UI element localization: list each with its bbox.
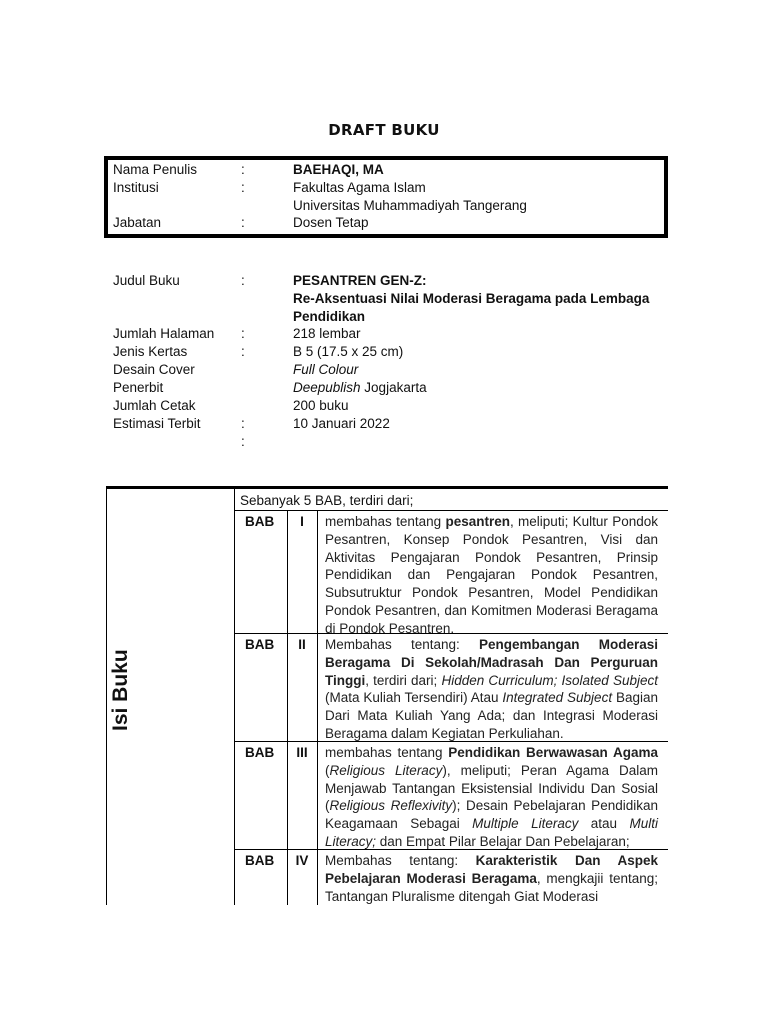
colon: : xyxy=(241,162,245,177)
colon: : xyxy=(241,344,245,359)
italic-text: Multi Literacy; xyxy=(325,816,658,849)
book-title-line-2: Re-Aksentuasi Nilai Moderasi Beragama pada Lembaga xyxy=(293,291,650,306)
italic-text: Hidden Curriculum; Isolated Subject xyxy=(441,672,658,688)
publisher-name: Deepublish xyxy=(293,380,361,395)
document-title: DRAFT BUKU xyxy=(328,121,440,139)
column-divider xyxy=(287,742,288,850)
release-estimate-value: 10 Januari 2022 xyxy=(293,416,390,431)
bold-text: pesantren xyxy=(445,514,510,529)
colon: : xyxy=(241,180,245,195)
bold-text: Pendidikan Berwawasan Agama xyxy=(448,745,658,760)
book-contents-table xyxy=(106,486,668,905)
text: membahas tentang xyxy=(325,745,449,760)
contents-side-label: Isi Buku xyxy=(109,649,132,731)
page-count-label: Jumlah Halaman xyxy=(113,326,215,341)
institution-label: Institusi xyxy=(113,180,159,195)
column-divider xyxy=(317,742,318,850)
bold-text: Pengembangan Moderasi Beragama Di Sekolah/Madrasah Dan Perguruan Tinggi xyxy=(325,637,658,688)
institution-value-1: Fakultas Agama Islam xyxy=(293,180,426,195)
chapter-row-4 xyxy=(235,849,668,905)
chapter-description xyxy=(325,513,658,638)
text: , meliputi; Kultur Pondok Pesantren, Konsep Pondok Pesantren, Visi dan Aktivitas Pengajaran Pondok Pesantren, Prinsip Pendidikan dan Pengajaran Pondok Pesantren, Subsutruktur Pondok Pesantren, Model Pendidikan Pondok Pesantren, dan Komitmen Moderasi Beragama di Pondok Pesantren. xyxy=(325,514,658,636)
colon: : xyxy=(241,326,245,341)
text: Bagian Dari Mata Kuliah Yang Ada; dan Integrasi Moderasi Beragama dalam Kegiatan Perkuliahan. xyxy=(325,690,658,741)
print-count-label: Jumlah Cetak xyxy=(113,398,196,413)
chapter-number: II xyxy=(298,637,306,652)
cover-value: Full Colour xyxy=(293,362,359,377)
position-value: Dosen Tetap xyxy=(293,215,369,230)
chapter-row-3 xyxy=(235,741,668,850)
column-divider xyxy=(287,511,288,634)
page-count-value: 218 lembar xyxy=(293,326,361,341)
bold-text: Karakteristik Dan Aspek Pebelajaran Moderasi Beragama xyxy=(325,853,658,886)
colon: : xyxy=(241,434,245,449)
text: ); Desain Pebelajaran Pendidikan Keagamaan Sebagai xyxy=(325,798,658,832)
colon: : xyxy=(241,273,245,288)
chapter-word: BAB xyxy=(245,745,275,760)
chapter-row-1 xyxy=(235,510,668,634)
print-count-value: 200 buku xyxy=(293,398,349,413)
text: membahas tentang xyxy=(325,514,446,529)
column-divider xyxy=(317,511,318,634)
institution-value-2: Universitas Muhammadiyah Tangerang xyxy=(293,198,527,213)
author-name-label: Nama Penulis xyxy=(113,162,198,177)
text: dan Empat Pilar Belajar Dan Pebelajaran; xyxy=(376,833,630,849)
colon: : xyxy=(241,416,245,431)
italic-text: Multiple Literacy xyxy=(472,816,579,832)
contents-intro: Sebanyak 5 BAB, terdiri dari; xyxy=(240,493,414,508)
book-title-label: Judul Buku xyxy=(113,273,180,288)
chapter-word: BAB xyxy=(245,514,275,529)
italic-text: Religious Literacy xyxy=(329,762,443,778)
text: atau xyxy=(578,816,630,832)
chapter-number: I xyxy=(300,514,304,529)
text: (Mata Kuliah Tersendiri) Atau xyxy=(325,690,503,706)
text: Membahas tentang: xyxy=(325,637,479,652)
chapter-row-2 xyxy=(235,633,668,742)
text: Membahas tentang: xyxy=(325,853,476,868)
text: ), meliputi; Peran Agama Dalam Menjawab Tantangan Eksistensial Individu Dan Sosial ( xyxy=(325,762,658,814)
column-divider xyxy=(287,850,288,905)
italic-text: Integrated Subject xyxy=(502,690,613,706)
book-title-line-3: Pendidikan xyxy=(293,309,366,324)
release-estimate-label: Estimasi Terbit xyxy=(113,416,201,431)
italic-text: Religious Reflexivity xyxy=(329,798,453,814)
publisher-value xyxy=(293,379,427,397)
chapter-word: BAB xyxy=(245,637,275,652)
position-label: Jabatan xyxy=(113,215,162,230)
chapter-description xyxy=(325,852,658,905)
publisher-label: Penerbit xyxy=(113,380,164,395)
paper-type-value: B 5 (17.5 x 25 cm) xyxy=(293,344,404,359)
chapter-word: BAB xyxy=(245,853,275,868)
publisher-city: Jogjakarta xyxy=(360,380,427,395)
column-divider xyxy=(317,850,318,905)
author-name-value: BAEHAQI, MA xyxy=(293,162,384,177)
colon: : xyxy=(241,215,245,230)
contents-side-column xyxy=(107,489,235,905)
text: ( xyxy=(325,762,330,778)
text: , mengkajii tentang; Tantangan Pluralisme ditengah Giat Moderasi xyxy=(325,870,658,904)
column-divider xyxy=(317,634,318,742)
chapter-description xyxy=(325,744,658,851)
text: , terdiri dari; xyxy=(365,672,442,688)
cover-label: Desain Cover xyxy=(113,362,195,377)
chapter-number: III xyxy=(296,745,308,760)
book-title-line-1: PESANTREN GEN-Z: xyxy=(293,273,427,288)
column-divider xyxy=(287,634,288,742)
chapter-number: IV xyxy=(295,853,309,868)
paper-type-label: Jenis Kertas xyxy=(113,344,188,359)
chapter-description xyxy=(325,636,658,743)
